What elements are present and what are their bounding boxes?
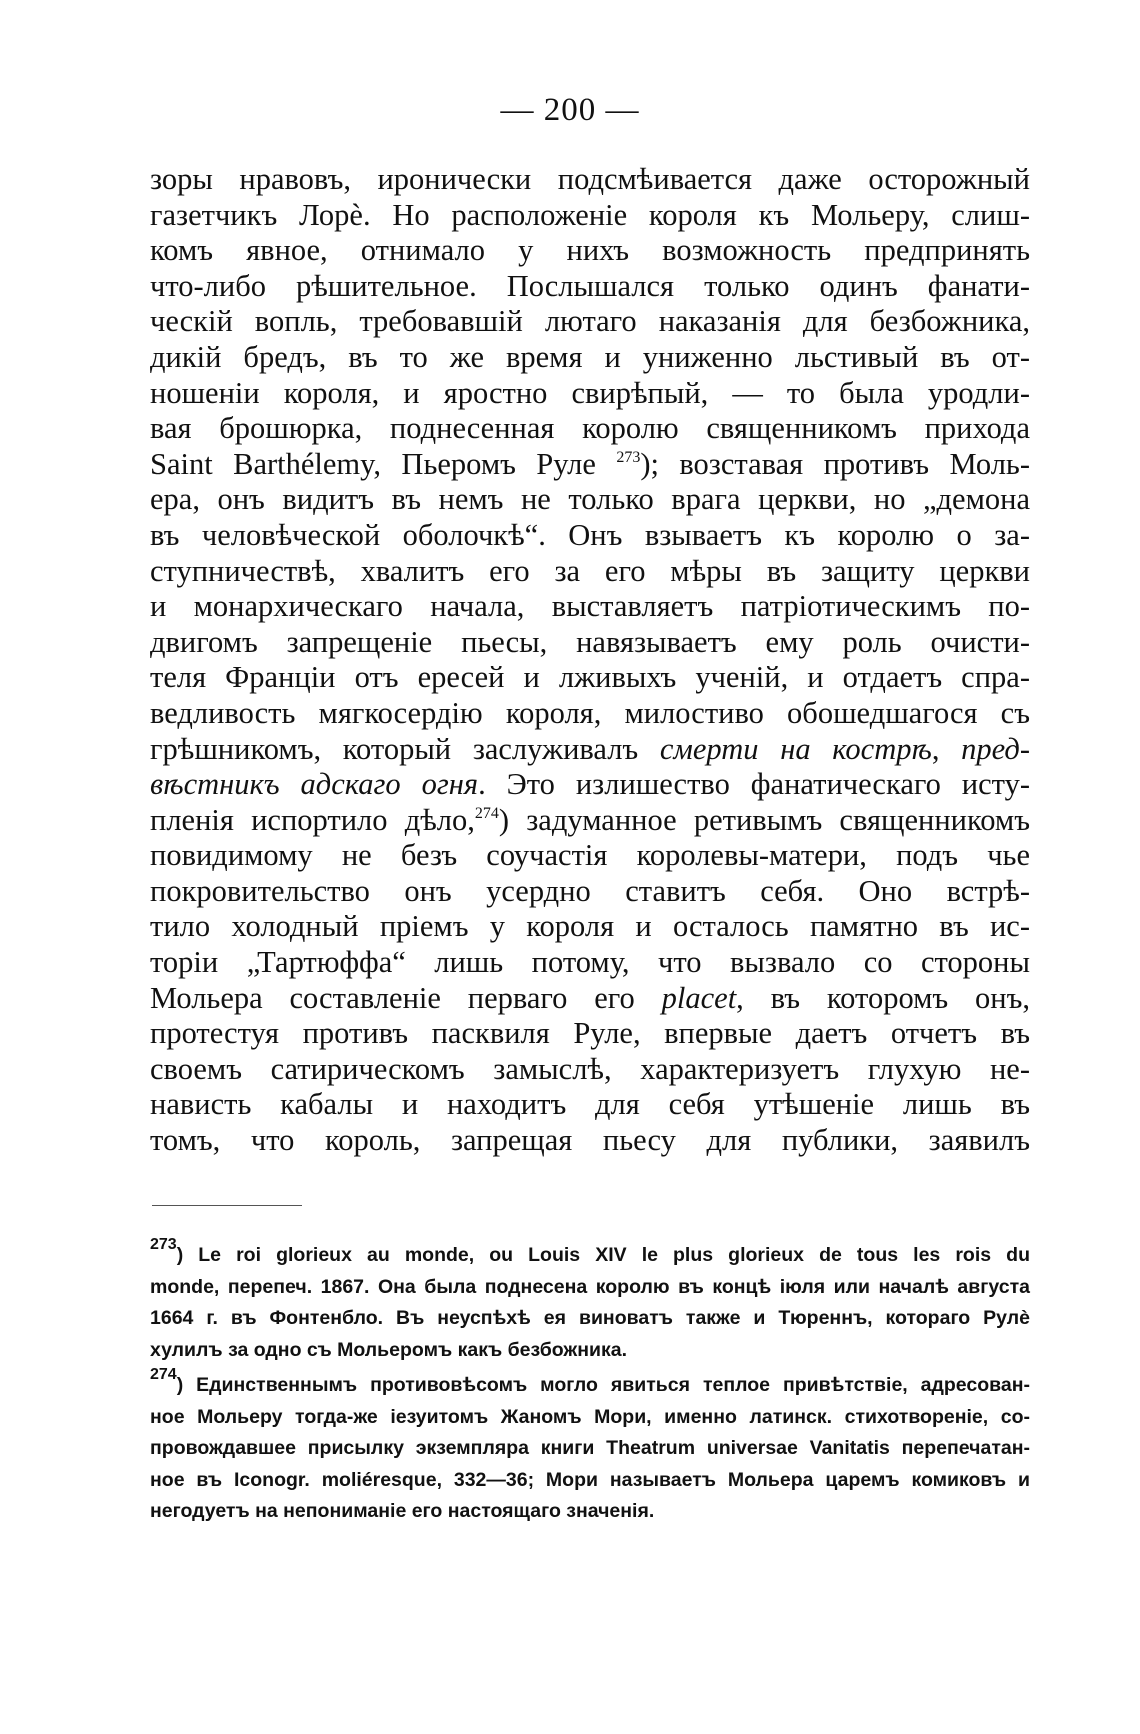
footnote-line: ное Мольеру тогда-же іезуитомъ Жаномъ Мори, именно латинск. стихотвореніе, со- [150, 1405, 1030, 1428]
text-line: нависть кабалы и находитъ для себя утѣшеніе лишь въ [150, 1087, 1030, 1122]
text-line: повидимому не безъ соучастія королевы-матери, подъ чье [150, 838, 1030, 873]
text-line: томъ, что король, запрещая пьесу для публики, заявилъ [150, 1123, 1030, 1158]
text-line: ступничествѣ, хвалитъ его за его мѣры въ защиту церкви [150, 553, 1030, 588]
text-segment: , въ которомъ онъ, [736, 980, 1030, 1015]
text-segment: грѣшникомъ, который заслуживалъ [150, 731, 660, 766]
text-line: своемъ сатирическомъ замыслѣ, характеризуетъ глухую не- [150, 1051, 1030, 1086]
text-segment: ) задуманное ретивымъ священникомъ [498, 802, 1031, 837]
text-line: вая брошюрка, поднесенная королю священникомъ прихода [150, 411, 1030, 446]
footnote-ref-274[interactable]: 274 [474, 804, 499, 822]
text-line: покровительство онъ усердно ставитъ себя. Оно встрѣ- [150, 873, 1030, 908]
text-segment: Мольера составленіе перваго его [150, 980, 662, 1015]
text-segment: . Это излишество фанатическаго исту- [478, 767, 1030, 802]
text-line: двигомъ запрещеніе пьесы, навязываетъ ему роль очисти- [150, 624, 1030, 659]
text-line: газетчикъ Лорè. Но расположеніе короля къ Мольеру, слиш- [150, 197, 1030, 232]
text-line: протестуя противъ пасквиля Руле, впервые даетъ отчетъ въ [150, 1016, 1030, 1051]
footnote-divider [152, 1205, 302, 1206]
text-line: тило холодный пріемъ у короля и осталось памятно въ ис- [150, 909, 1030, 944]
footnote-marker: 273 [150, 1236, 177, 1253]
text-line: въ человѣческой оболочкѣ“. Онъ взываетъ къ королю о за- [150, 517, 1030, 552]
italic-quote: вѣстникъ адскаго огня [150, 767, 479, 802]
text-line [150, 767, 1030, 803]
text-segment: пленія испортило дѣло, [150, 802, 475, 837]
footnote-line [150, 1236, 1030, 1272]
text-line: дикій бредъ, въ то же время и униженно льстивый въ от- [150, 339, 1030, 374]
main-text [150, 162, 1030, 1159]
text-segment: Saint Barthélemy, Пьеромъ Руле [150, 446, 617, 481]
footnote-274 [150, 1366, 1030, 1528]
footnote-line: 1664 г. въ Фонтенбло. Въ неуспѣхѣ ея виноватъ также и Тюреннъ, котораго Рулè [150, 1307, 1030, 1329]
footnote-ref-273[interactable]: 273 [616, 448, 641, 466]
footnote-line: ное въ Iconogr. moliéresque, 332—36; Мори называетъ Мольера царемъ комиковъ и [150, 1468, 1030, 1491]
footnotes [150, 1236, 1030, 1528]
text-line [150, 981, 1030, 1017]
footnote-line: негодуетъ на непониманіе его настоящаго значенія. [150, 1500, 655, 1522]
footnote-line [150, 1366, 1030, 1402]
text-line: ношеніи короля, и яростно свирѣпый, — то была уродли- [150, 375, 1030, 410]
text-segment: , [931, 731, 962, 766]
footnote-line: хулилъ за одно съ Мольеромъ какъ безбожника. [150, 1338, 628, 1361]
text-line: и монархическаго начала, выставляетъ патріотическимъ по- [150, 589, 1030, 624]
text-line: ведливость мягкосердію короля, милостиво обошедшагося съ [150, 695, 1030, 730]
text-segment: ); возставая противъ Моль- [640, 446, 1030, 481]
footnote-line: провождавшее присылку экземпляра книги Theatrum universae Vanitatis перепечатан- [150, 1437, 1030, 1459]
text-line: ческій вопль, требовавшій лютаго наказанія для безбожника, [150, 304, 1030, 339]
text-line: торіи „Тартюффа“ лишь потому, что вызвало со стороны [150, 945, 1030, 980]
footnote-line: monde, перепеч. 1867. Она была поднесена королю въ концѣ іюля или началѣ августа [150, 1275, 1030, 1298]
text-segment: ) Единственнымъ противовѣсомъ могло явиться теплое привѣтствіе, адресован- [176, 1374, 1030, 1396]
footnote-273 [150, 1236, 1030, 1366]
text-line: комъ явное, отнимало у нихъ возможность предпринять [150, 233, 1030, 268]
text-line [150, 803, 1030, 839]
text-line: ера, онъ видитъ въ немъ не только врага церкви, но „демона [150, 482, 1030, 517]
text-segment: ) Le roi glorieux au monde, ou Louis XIV le plus glorieux de tous les rois du [176, 1244, 1030, 1266]
text-line: зоры нравовъ, иронически подсмѣивается даже осторожный [150, 162, 1030, 196]
text-line: теля Франціи отъ ересей и лживыхъ ученій, и отдаетъ спра- [150, 660, 1030, 695]
footnote-marker: 274 [150, 1366, 177, 1383]
text-line: что-либо рѣшительное. Послышался только одинъ фанати- [150, 268, 1030, 303]
italic-quote: смерти на кострѣ [659, 731, 932, 766]
page-number: — 200 — [500, 92, 640, 128]
text-line [150, 732, 1030, 768]
italic-term: placet [661, 980, 737, 1015]
text-line [150, 447, 1030, 483]
italic-quote: пред- [961, 731, 1031, 766]
